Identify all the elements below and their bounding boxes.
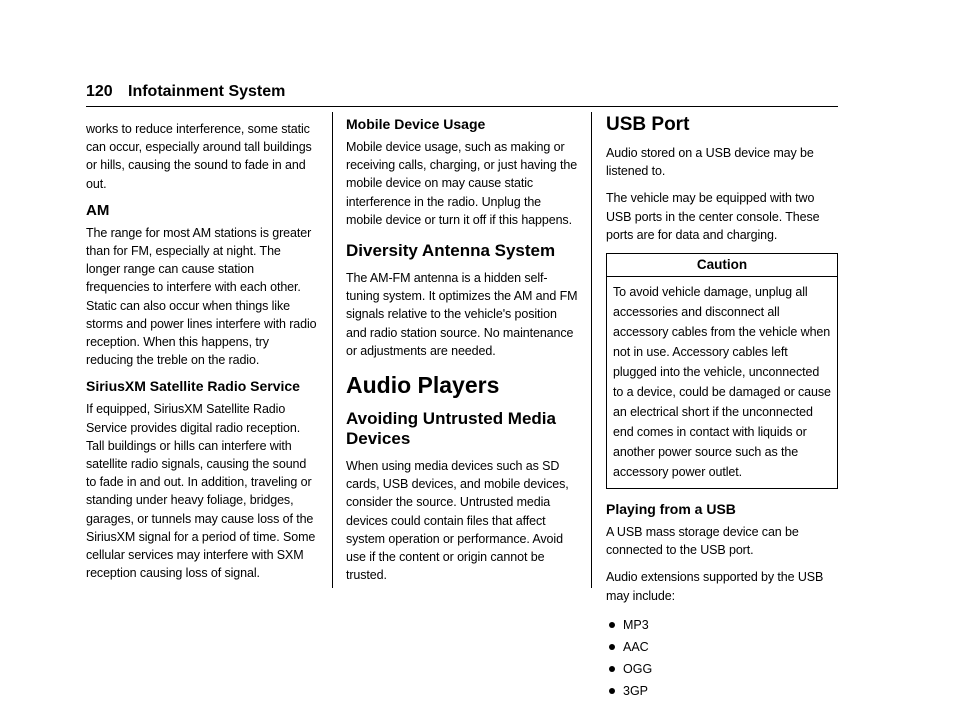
column-left bbox=[86, 120, 318, 591]
usb-heading: USB Port bbox=[606, 114, 690, 135]
untrusted-paragraph: When using media devices such as SD cards, USB devices, and mobile devices, consider the source. Untrusted media devices could contain files that affect system operation or performance. Avoid use if the content or origin cannot be trusted. bbox=[346, 459, 569, 583]
am-heading: AM bbox=[86, 201, 110, 219]
caution-box bbox=[606, 253, 838, 489]
column-middle bbox=[346, 116, 578, 593]
column-divider-right bbox=[591, 112, 592, 588]
caution-title: Caution bbox=[607, 254, 837, 277]
list-item: MP3 bbox=[606, 614, 838, 636]
untrusted-heading: Avoiding Untrusted Media Devices bbox=[346, 409, 556, 449]
page-header bbox=[86, 80, 838, 107]
diversity-heading: Diversity Antenna System bbox=[346, 241, 556, 261]
bullet-dot-icon bbox=[609, 666, 615, 672]
mobile-heading: Mobile Device Usage bbox=[346, 116, 486, 132]
caution-text: To avoid vehicle damage, unplug all accessories and disconnect all accessory cables from the vehicle when not in use. Accessory cables left plugged into the vehicle, unconnected to a device, could be damaged or cause an electrical short if the unconnected end comes in contact with liquids or another power source such as the accessory power outlet. bbox=[613, 285, 831, 480]
usb-paragraph-1: Audio stored on a USB device may be listened to. bbox=[606, 146, 814, 179]
sxm-heading: SiriusXM Satellite Radio Service bbox=[86, 378, 300, 395]
list-item: OGG bbox=[606, 658, 838, 680]
bullet-dot-icon bbox=[609, 622, 615, 628]
audio-players-heading: Audio Players bbox=[346, 372, 500, 399]
mobile-paragraph: Mobile device usage, such as making or receiving calls, charging, or just having the mobile device on may cause static interference in the radio. Unplug the mobile device or turn it off if this happens. bbox=[346, 140, 578, 227]
page-number: 120 bbox=[86, 83, 113, 100]
intro-paragraph: works to reduce interference, some static can occur, especially around tall buildings or hills, causing the sound to fade in and out. bbox=[86, 122, 312, 191]
sxm-paragraph: If equipped, SiriusXM Satellite Radio Service provides digital radio reception. Tall buildings or hills can interfere with satellite radio signals, causing the sound to fade in and out. In addition, traveling or standing under heavy foliage, bridges, garages, or tunnels may cause loss of the SiriusXM signal for a period of time. Some cellular services may interfere with SXM reception causing loss of signal. bbox=[86, 402, 316, 581]
column-divider-left bbox=[332, 112, 333, 588]
playing-heading: Playing from a USB bbox=[606, 501, 736, 518]
section-title: Infotainment System bbox=[128, 83, 286, 100]
diversity-paragraph: The AM-FM antenna is a hidden self-tuning system. It optimizes the AM and FM signals relative to the vehicle's position and radio station source. No maintenance or adjustments are needed. bbox=[346, 271, 578, 358]
format-list bbox=[606, 614, 838, 702]
playing-paragraph-2: Audio extensions supported by the USB may include: bbox=[606, 570, 824, 603]
bullet-dot-icon bbox=[609, 688, 615, 694]
list-item: AAC bbox=[606, 636, 838, 658]
playing-paragraph-1: A USB mass storage device can be connected to the USB port. bbox=[606, 525, 799, 558]
column-right bbox=[606, 114, 838, 702]
bullet-dot-icon bbox=[609, 644, 615, 650]
am-paragraph: The range for most AM stations is greater than for FM, especially at night. The longer range can cause station frequencies to interfere with each other. Static can also occur when things like storms and power lines interfere with radio reception. When this happens, try reducing the treble on the radio. bbox=[86, 225, 317, 368]
list-item: 3GP bbox=[606, 680, 838, 702]
usb-paragraph-2: The vehicle may be equipped with two USB ports in the center console. These ports are for data and charging. bbox=[606, 191, 820, 242]
